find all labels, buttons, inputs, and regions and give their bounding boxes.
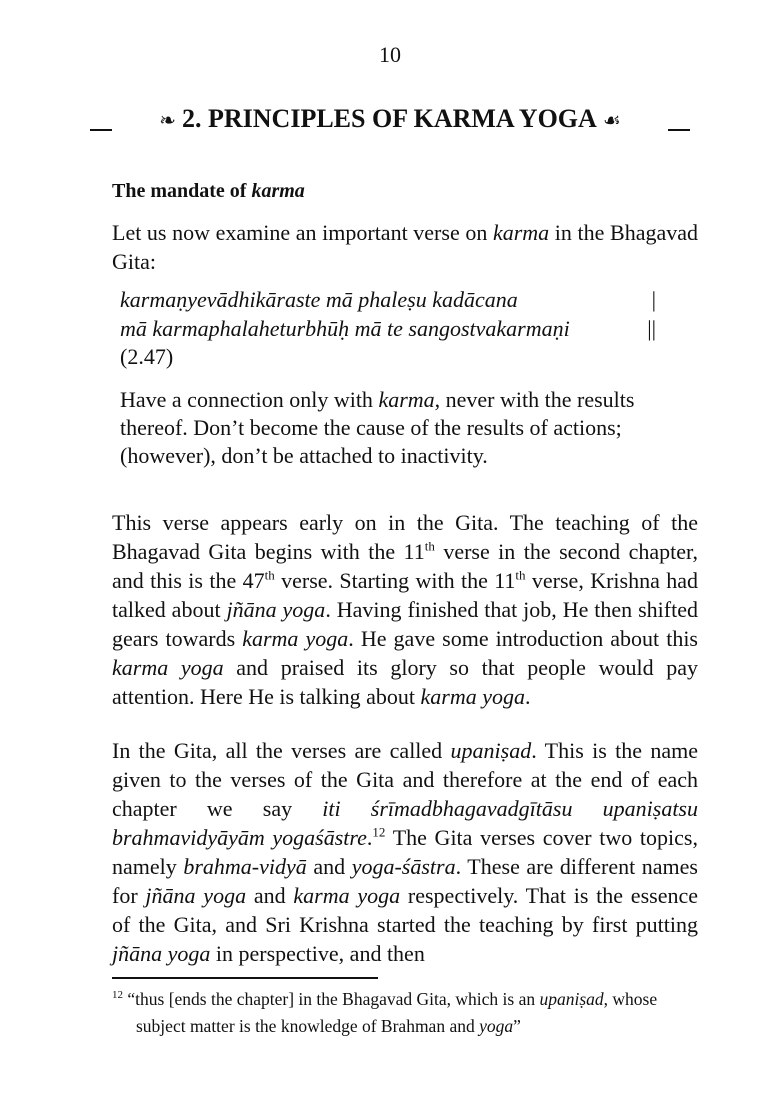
verse-line-2: mā karmaphalaheturbhūḥ mā te sangostvakarmaṇi	[120, 315, 570, 341]
italic-term: upaniṣad	[450, 738, 532, 763]
italic-term: yoga	[479, 1016, 514, 1036]
text-run: and	[306, 854, 352, 879]
verse-danda-1: |	[651, 287, 656, 312]
chapter-title: 2. PRINCIPLES OF KARMA YOGA	[182, 104, 597, 133]
text-run: “thus [ends the chapter] in the Bhagavad Gita, which is an	[123, 989, 540, 1009]
verse-translation	[120, 386, 660, 470]
page-number: 10	[379, 42, 401, 67]
text-run: The mandate of	[112, 180, 252, 202]
ornament-right-icon: ☙	[602, 110, 621, 132]
text-run: in the Bhagavad Gita:	[112, 220, 698, 274]
footnote-12	[112, 986, 698, 1040]
text-run: The Gita verses cover two topics, namely	[112, 825, 698, 879]
heading-rule-left	[90, 129, 112, 131]
text-run: . He gave some introduction about this	[348, 626, 698, 651]
body-paragraph-1	[112, 508, 698, 711]
italic-term: jñāna yoga	[112, 941, 211, 966]
sanskrit-verse	[120, 286, 656, 372]
text-run: and	[246, 883, 294, 908]
text-run: Let us now examine an important verse on	[112, 220, 493, 245]
text-run: verse, Krishna had talked about	[112, 568, 698, 622]
intro-paragraph	[112, 218, 698, 276]
verse-danda-2: ||	[647, 315, 656, 341]
superscript: 12	[372, 824, 386, 840]
italic-term: karma	[378, 387, 435, 412]
italic-term: karma	[492, 220, 550, 245]
superscript: 12	[112, 989, 123, 1002]
ornament-left-icon: ❧	[159, 110, 176, 132]
italic-term: karma yoga	[420, 684, 526, 709]
text-run: .	[366, 825, 373, 850]
body-paragraph-2	[112, 736, 698, 968]
text-run: ”	[513, 1016, 521, 1036]
italic-term: karma yoga	[293, 883, 401, 908]
text-run: verse in the second chapter, and this is the 47	[112, 539, 698, 593]
text-run: In the Gita, all the verses are called	[112, 738, 451, 763]
italic-term: yoga-śāstra	[351, 854, 456, 879]
text-run: verse. Starting with the 11	[274, 568, 516, 593]
superscript: th	[515, 567, 526, 583]
text-run: .	[525, 684, 531, 709]
verse-line-1: karmaṇyevādhikāraste mā phaleṣu kadācana	[120, 287, 518, 312]
chapter-title-wrap	[153, 104, 627, 134]
text-run: . This is the name given to the verses of the Gita and therefore at the end of each chapter we say	[112, 738, 698, 821]
text-run: , never with the results thereof. Don’t become the cause of the results of actions; (however), don’t be attached to inactivity.	[120, 387, 635, 468]
text-run: and praised its glory so that people would pay attention. Here He is talking about	[112, 655, 698, 709]
text-run: respectively. That is the essence of the Gita, and Sri Krishna started the teaching by first putting	[112, 883, 698, 937]
italic-term: karma yoga	[112, 655, 224, 680]
italic-term: jñāna yoga	[145, 883, 247, 908]
text-run: . These are different names for	[112, 854, 698, 908]
superscript: th	[424, 538, 435, 554]
chapter-heading	[90, 104, 690, 134]
text-run: , whose subject matter is the knowledge of Brahman and	[136, 989, 658, 1036]
footnote-divider	[112, 977, 378, 979]
superscript: th	[264, 567, 275, 583]
italic-term: iti śrīmadbhagavadgītāsu upaniṣatsu brahmavidyāyām yogaśāstre	[112, 796, 698, 850]
italic-term: jñāna yoga	[226, 597, 326, 622]
italic-term: upaniṣad	[539, 989, 604, 1009]
text-run: . Having finished that job, He then shifted gears towards	[112, 597, 698, 651]
italic-term: karma yoga	[242, 626, 349, 651]
text-run: in perspective, and then	[210, 941, 425, 966]
verse-reference: (2.47)	[120, 344, 174, 369]
text-run: Have a connection only with	[120, 387, 379, 412]
italic-term: brahma-vidyā	[183, 854, 307, 879]
text-run: This verse appears early on in the Gita. The teaching of the Bhagavad Gita begins with the 11	[112, 510, 698, 564]
heading-rule-right	[668, 129, 690, 131]
section-heading	[112, 180, 305, 203]
italic-term: karma	[251, 180, 305, 202]
